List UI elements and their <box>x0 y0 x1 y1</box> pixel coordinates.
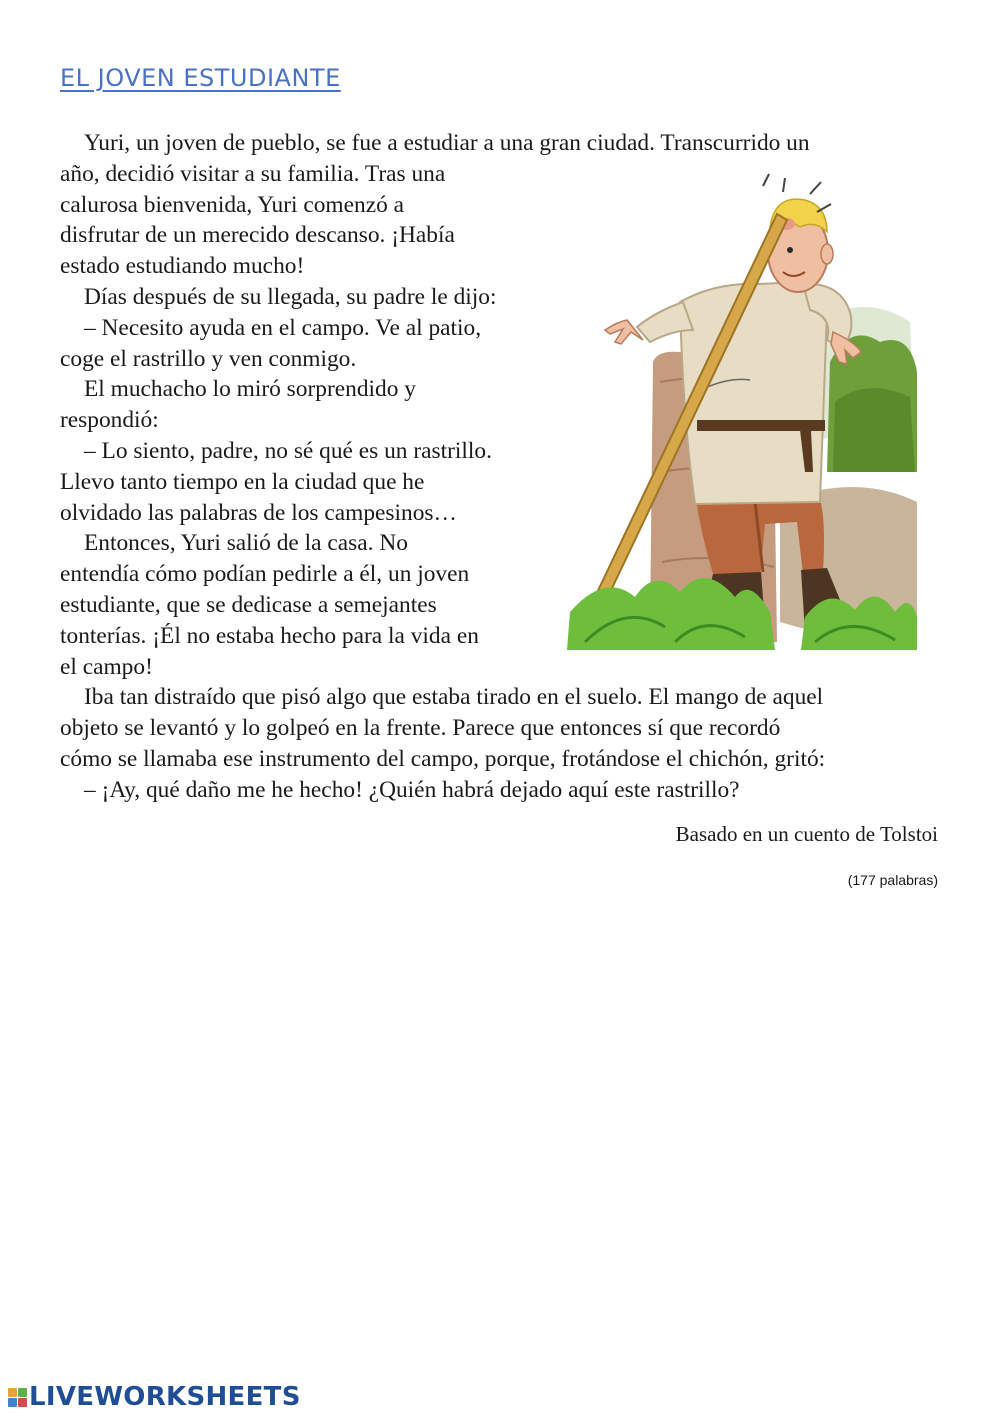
text-line: Entonces, Yuri salió de la casa. No <box>84 530 408 557</box>
impact-mark <box>783 178 785 192</box>
liveworksheets-logo-icon <box>8 1388 27 1407</box>
text-line: tonterías. ¡Él no estaba hecho para la vida en <box>60 622 479 649</box>
belt <box>697 420 825 431</box>
ear <box>821 244 833 264</box>
text-line: disfrutar de un merecido descanso. ¡Había <box>60 222 455 249</box>
text-line: respondió: <box>60 407 159 434</box>
text-line: entendía cómo podían pedirle a él, un joven <box>60 561 470 588</box>
dialogue-paragraph <box>60 775 940 806</box>
story-title: EL JOVEN ESTUDIANTE <box>60 64 341 92</box>
text-line: el campo! <box>60 653 153 680</box>
text-line: olvidado las palabras de los campesinos… <box>60 499 457 526</box>
text-line: – ¡Ay, qué daño me he hecho! ¿Quién habrá dejado aquí este rastrillo? <box>84 776 740 803</box>
liveworksheets-footer[interactable] <box>8 1382 301 1412</box>
hedge-dark <box>833 388 915 472</box>
text-line: calurosa bienvenida, Yuri comenzó a <box>60 191 405 218</box>
logo-tile <box>8 1398 17 1407</box>
left-hand <box>605 320 643 344</box>
story-attribution: Basado en un cuento de Tolstoi <box>675 822 938 846</box>
text-line: cómo se llamaba ese instrumento del campo, porque, frotándose el chichón, gritó: <box>60 745 826 772</box>
word-count: (177 palabras) <box>847 872 938 888</box>
text-line: estado estudiando mucho! <box>60 253 305 280</box>
impact-mark <box>763 174 769 186</box>
boy-with-rake-illustration <box>565 172 925 664</box>
logo-tile <box>18 1388 27 1397</box>
text-line: Iba tan distraído que pisó algo que estaba tirado en el suelo. El mango de aquel <box>84 684 824 711</box>
logo-tile <box>8 1388 17 1397</box>
text-line: El muchacho lo miró sorprendido y <box>84 376 416 403</box>
text-line: Días después de su llegada, su padre le dijo: <box>84 283 497 310</box>
brand-name: LIVEWORKSHEETS <box>29 1382 301 1412</box>
text-line: – Lo siento, padre, no sé qué es un rastrillo. <box>84 437 492 464</box>
text-line: estudiante, que se dedicase a semejantes <box>60 591 437 618</box>
text-line: – Necesito ayuda en el campo. Ve al patio, <box>84 314 482 341</box>
text-line: coge el rastrillo y ven conmigo. <box>60 345 357 372</box>
text-line: Llevo tanto tiempo en la ciudad que he <box>60 468 425 495</box>
impact-mark <box>810 182 821 194</box>
text-line: Yuri, un joven de pueblo, se fue a estudiar a una gran ciudad. Transcurrido un <box>84 130 810 156</box>
text-line: objeto se levantó y lo golpeó en la frente. Parece que entonces sí que recordó <box>60 715 781 742</box>
text-line: año, decidió visitar a su familia. Tras una <box>60 160 446 187</box>
story-paragraph <box>60 682 940 774</box>
logo-tile <box>18 1398 27 1407</box>
eye <box>787 247 793 253</box>
